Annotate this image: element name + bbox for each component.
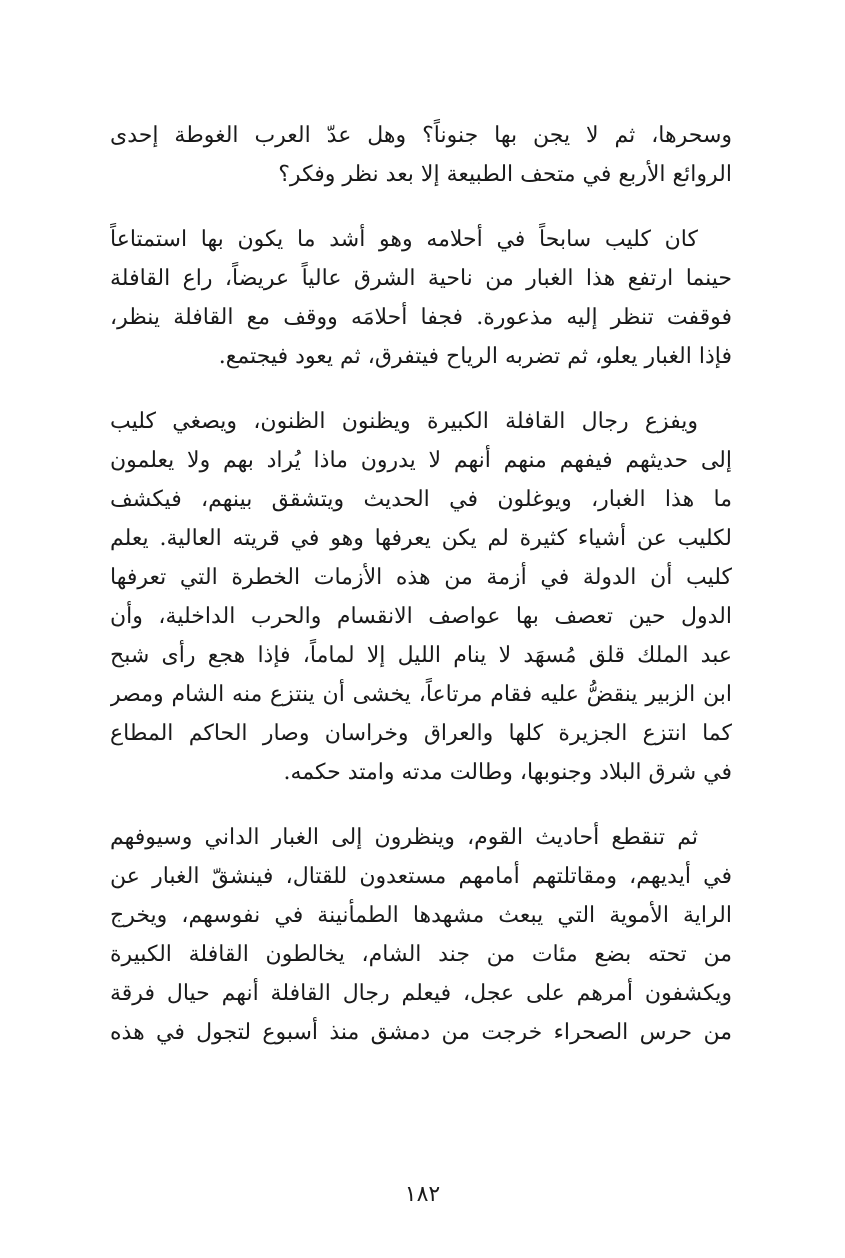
text-line: من حرس الصحراء خرجت من دمشق منذ أسبوع لتجول في هذه: [110, 1020, 732, 1045]
text-line: كان كليب سابحاً في أحلامه وهو أشد ما يكون بها استمتاعاً: [110, 227, 698, 252]
paragraph-4: [110, 818, 732, 1052]
text-line: كليب أن الدولة في أزمة من هذه الأزمات الخطرة التي تعرفها: [110, 565, 732, 590]
paragraph-2: [110, 220, 732, 376]
text-line: عبد الملك قلق مُسهَد لا ينام الليل إلا لماماً، فإذا هجع رأى شبح: [110, 643, 732, 668]
text-line: في أيديهم، ومقاتلتهم أمامهم مستعدون للقتال، فينشقّ الغبار عن: [110, 864, 732, 889]
text-line: وسحرها، ثم لا يجن بها جنوناً؟ وهل عدّ العرب الغوطة إحدى: [110, 123, 732, 148]
text-line: ثم تنقطع أحاديث القوم، وينظرون إلى الغبار الداني وسيوفهم: [110, 825, 698, 850]
text-line: ويكشفون أمرهم على عجل، فيعلم رجال القافلة أنهم حيال فرقة: [110, 981, 732, 1006]
text-line: كما انتزع الجزيرة كلها والعراق وخراسان وصار الحاكم المطاع: [110, 721, 732, 746]
paragraph-1: [110, 116, 732, 194]
text-line: من تحته بضع مئات من جند الشام، يخالطون القافلة الكبيرة: [110, 942, 732, 967]
text-line: حينما ارتفع هذا الغبار من ناحية الشرق عالياً عريضاً، راع القافلة: [110, 266, 732, 291]
text-line: لكليب عن أشياء كثيرة لم يكن يعرفها وهو في قريته العالية. يعلم: [110, 526, 732, 551]
text-line: ما هذا الغبار، ويوغلون في الحديث ويتشقق بينهم، فيكشف: [110, 487, 732, 512]
page-number: ١٨٢: [404, 1182, 441, 1207]
text-line: في شرق البلاد وجنوبها، وطالت مدته وامتد حكمه.: [283, 760, 732, 785]
text-line: الراية الأموية التي يبعث مشهدها الطمأنينة في نفوسهم، ويخرج: [110, 903, 732, 928]
text-line: فوقفت تنظر إليه مذعورة. فجفا أحلامَه ووقف مع القافلة ينظر،: [110, 305, 732, 330]
text-line: فإذا الغبار يعلو، ثم تضربه الرياح فيتفرق، ثم يعود فيجتمع.: [218, 344, 732, 369]
text-line: الدول حين تعصف بها عواصف الانقسام والحرب الداخلية، وأن: [110, 604, 732, 629]
text-line: ابن الزبير ينقضُّ عليه فقام مرتاعاً، يخشى أن ينتزع منه الشام ومصر: [110, 682, 732, 707]
paragraph-3: [110, 402, 732, 792]
text-line: إلى حديثهم فيفهم منهم أنهم لا يدرون ماذا يُراد بهم ولا يعلمون: [110, 448, 732, 473]
text-line: الروائع الأربع في متحف الطبيعة إلا بعد نظر وفكر؟: [278, 162, 732, 187]
body-text: [110, 116, 732, 1078]
text-line: ويفزع رجال القافلة الكبيرة ويظنون الظنون، ويصغي كليب: [110, 409, 698, 434]
